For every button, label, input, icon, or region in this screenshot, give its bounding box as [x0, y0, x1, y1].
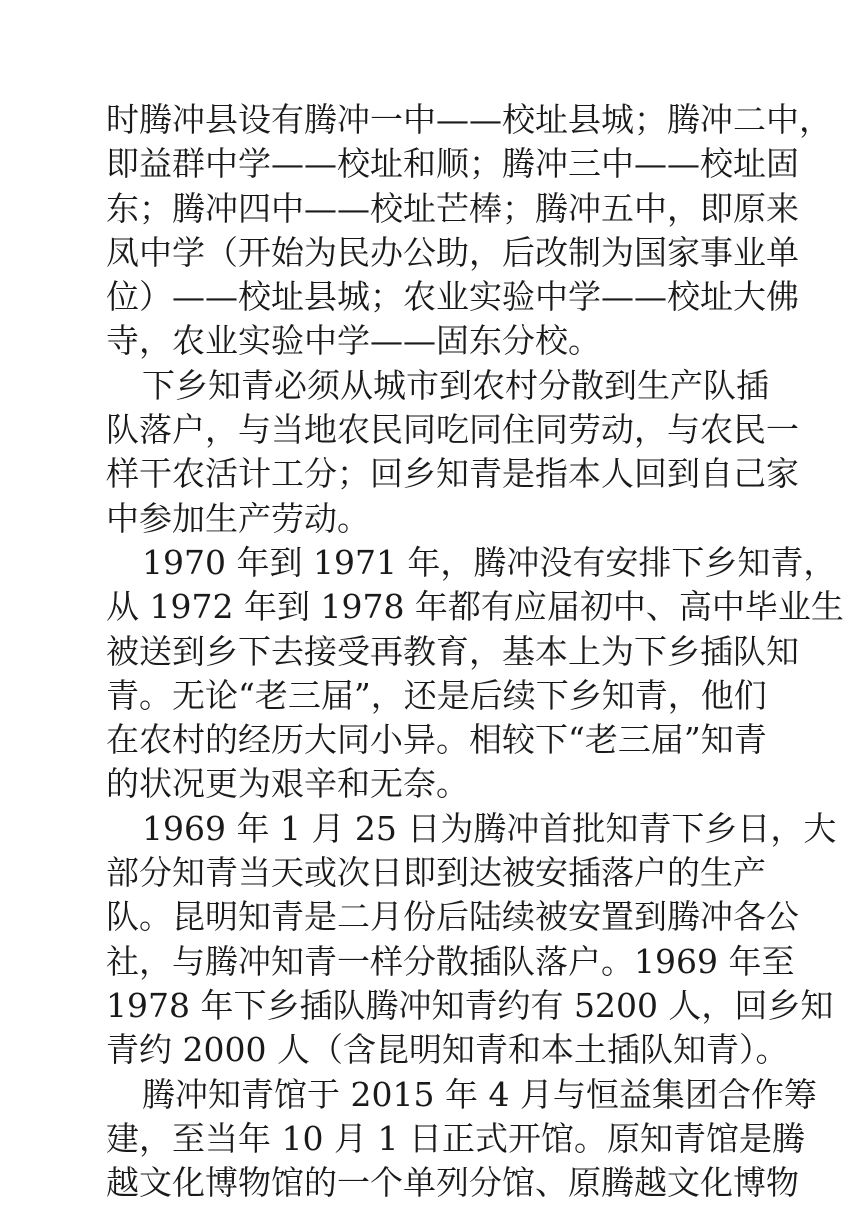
text-line: 下乡知青必须从城市到农村分散到生产队插: [142, 365, 769, 405]
text-line: 被送到乡下去接受再教育，基本上为下乡插队知: [106, 631, 799, 671]
body-text: [106, 98, 844, 1205]
text-line: 1970 年到 1971 年，腾冲没有安排下乡知青，: [142, 542, 837, 582]
text-line: 社，与腾冲知青一样分散插队落户。1969 年至: [106, 941, 795, 981]
text-line: 从 1972 年到 1978 年都有应届初中、高中毕业生: [106, 587, 844, 627]
text-line: 青。无论“老三届”，还是后续下乡知青，他们: [106, 675, 767, 715]
text-line: 队落户，与当地农民同吃同住同劳动，与农民一: [106, 410, 799, 450]
paragraph-school-list: [106, 98, 832, 364]
text-line: 位）——校址县城；农业实验中学——校址大佛: [106, 277, 799, 317]
text-line: 样干农活计工分；回乡知青是指本人回到自己家: [106, 454, 799, 494]
text-line: 时腾冲县设有腾冲一中——校址县城；腾冲二中，: [106, 100, 832, 139]
text-line: 凤中学（开始为民办公助，后改制为国家事业单: [106, 232, 799, 272]
text-line: 即益群中学——校址和顺；腾冲三中——校址固: [106, 144, 799, 184]
paragraph-museum: [106, 1073, 817, 1206]
text-line: 部分知青当天或次日即到达被安插落户的生产: [106, 853, 766, 893]
text-line: 1969 年 1 月 25 日为腾冲首批知青下乡日，大: [142, 808, 837, 848]
text-line: 1978 年下乡插队腾冲知青约有 5200 人，回乡知: [106, 985, 834, 1025]
text-line: 越文化博物馆的一个单列分馆、原腾越文化博物: [106, 1163, 799, 1203]
paragraph-youth-definition: [106, 364, 799, 541]
text-line: 中参加生产劳动。: [106, 498, 370, 538]
paragraph-1970-1978: [106, 541, 844, 807]
text-line: 的状况更为艰辛和无奈。: [106, 764, 469, 804]
text-line: 东；腾冲四中——校址芒棒；腾冲五中，即原来: [106, 188, 799, 228]
text-line: 腾冲知青馆于 2015 年 4 月与恒益集团合作筹: [142, 1074, 817, 1114]
text-line: 寺，农业实验中学——固东分校。: [106, 321, 601, 361]
text-line: 队。昆明知青是二月份后陆续被安置到腾冲各公: [106, 897, 799, 937]
text-line: 建，至当年 10 月 1 日正式开馆。原知青馆是腾: [106, 1118, 805, 1158]
text-line: 青约 2000 人（含昆明知青和本土插队知青）。: [106, 1030, 789, 1070]
text-line: 在农村的经历大同小异。相较下“老三届”知青: [106, 720, 767, 760]
paragraph-1969-first-batch: [106, 807, 837, 1073]
